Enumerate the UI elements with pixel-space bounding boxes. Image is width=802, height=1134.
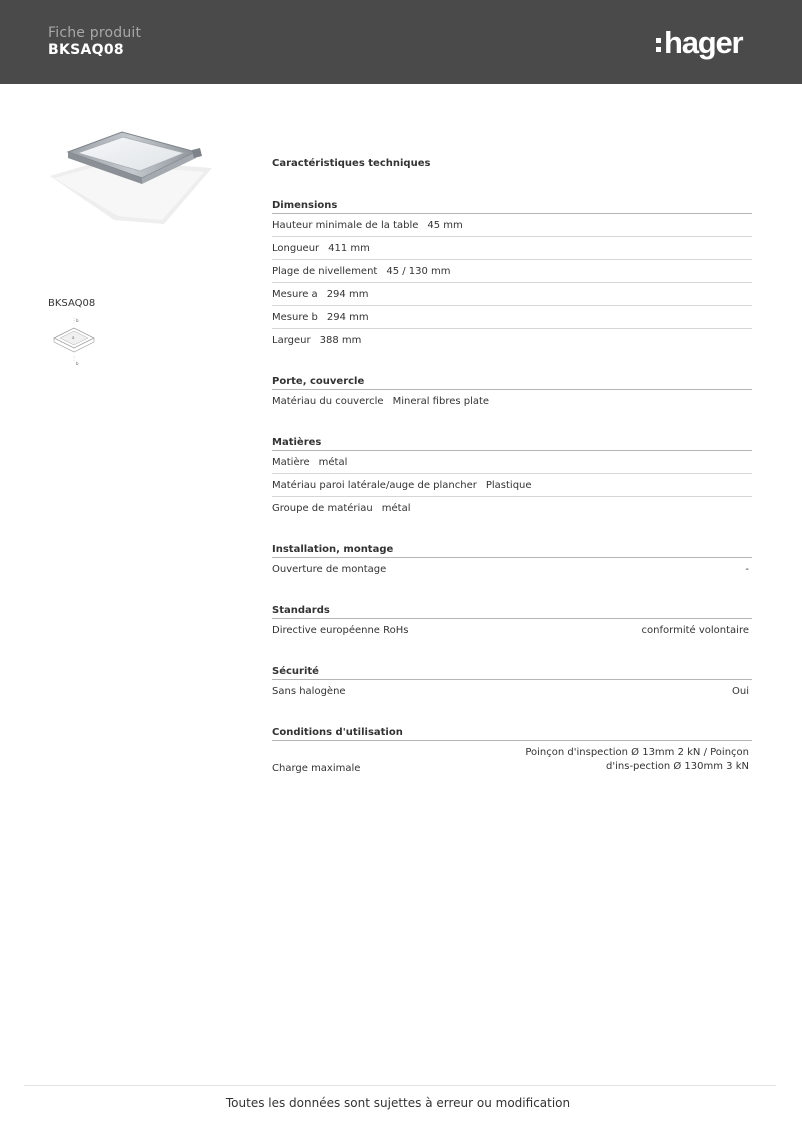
spec-section-door-cover <box>272 374 752 413</box>
spec-value: métal <box>381 503 411 514</box>
doc-type-label: Fiche produit <box>48 25 142 41</box>
spec-value: Poinçon d'inspection Ø 13mm 2 kN / Poinçon d'ins-pection Ø 130mm 3 kN <box>525 747 749 772</box>
spec-row <box>272 306 752 329</box>
spec-row <box>272 329 752 352</box>
svg-text:b: b <box>76 361 79 366</box>
spec-row <box>272 619 752 642</box>
spec-row <box>272 390 752 413</box>
spec-row <box>272 741 752 777</box>
spec-value: 411 mm <box>328 242 370 254</box>
spec-value: 45 / 130 mm <box>386 265 451 277</box>
spec-value: métal <box>318 456 348 468</box>
spec-value: 45 mm <box>427 219 463 231</box>
section-title: Installation, montage <box>272 542 752 558</box>
spec-section-installation <box>272 542 752 581</box>
section-title: Conditions d'utilisation <box>272 725 752 741</box>
spec-name: Matériau du couvercle <box>272 396 384 407</box>
spec-value: Plastique <box>485 479 532 491</box>
spec-name: Matière <box>272 456 310 468</box>
dimension-drawing-icon <box>48 316 100 368</box>
product-photo <box>44 124 216 228</box>
spec-row <box>272 451 752 474</box>
spec-section-safety <box>272 664 752 703</box>
product-code-title: BKSAQ08 <box>48 42 124 58</box>
spec-row <box>272 260 752 283</box>
logo-dots-icon <box>656 38 661 52</box>
svg-text:a: a <box>72 335 75 340</box>
spec-row <box>272 237 752 260</box>
svg-text:b: b <box>76 318 79 323</box>
spec-section-dimensions <box>272 198 752 352</box>
spec-name: Hauteur minimale de la table <box>272 219 419 231</box>
section-title: Matières <box>272 435 752 451</box>
spec-section-standards <box>272 603 752 642</box>
spec-value: Mineral fibres plate <box>392 396 490 407</box>
section-title: Dimensions <box>272 198 752 214</box>
spec-value: 388 mm <box>319 335 362 346</box>
spec-name: Mesure b <box>272 311 318 323</box>
spec-value: - <box>745 564 749 575</box>
spec-name: Sans halogène <box>272 686 346 697</box>
spec-name: Mesure a <box>272 288 318 300</box>
logo-wordmark: hager <box>664 25 743 60</box>
spec-name: Longueur <box>272 242 320 254</box>
footer-disclaimer: Toutes les données sont sujettes à erreur ou modification <box>225 1096 571 1110</box>
spec-row <box>272 497 752 520</box>
spec-value: conformité volontaire <box>641 625 749 636</box>
spec-name: Plage de nivellement <box>272 265 378 277</box>
spec-row <box>272 680 752 703</box>
specs-title: Caractéristiques techniques <box>272 158 431 169</box>
section-title: Standards <box>272 603 752 619</box>
spec-name: Largeur <box>272 335 311 346</box>
spec-row <box>272 474 752 497</box>
page-header <box>0 0 802 84</box>
hager-logo <box>656 26 742 60</box>
spec-row <box>272 214 752 237</box>
spec-section-usage-conditions <box>272 725 752 777</box>
spec-name: Directive européenne RoHs <box>272 625 409 636</box>
spec-row <box>272 283 752 306</box>
spec-name: Charge maximale <box>272 763 361 774</box>
spec-value: 294 mm <box>326 288 369 300</box>
spec-row <box>272 558 752 581</box>
spec-value: 294 mm <box>326 311 369 323</box>
section-title: Sécurité <box>272 664 752 680</box>
spec-name: Matériau paroi latérale/auge de plancher <box>272 479 477 491</box>
section-title: Porte, couvercle <box>272 374 752 390</box>
spec-section-materials <box>272 435 752 520</box>
product-reference-label: BKSAQ08 <box>48 298 96 309</box>
spec-value: Oui <box>732 686 749 697</box>
technical-specs <box>272 156 752 777</box>
footer-divider <box>24 1085 776 1086</box>
spec-name: Ouverture de montage <box>272 564 387 575</box>
spec-name: Groupe de matériau <box>272 503 373 514</box>
